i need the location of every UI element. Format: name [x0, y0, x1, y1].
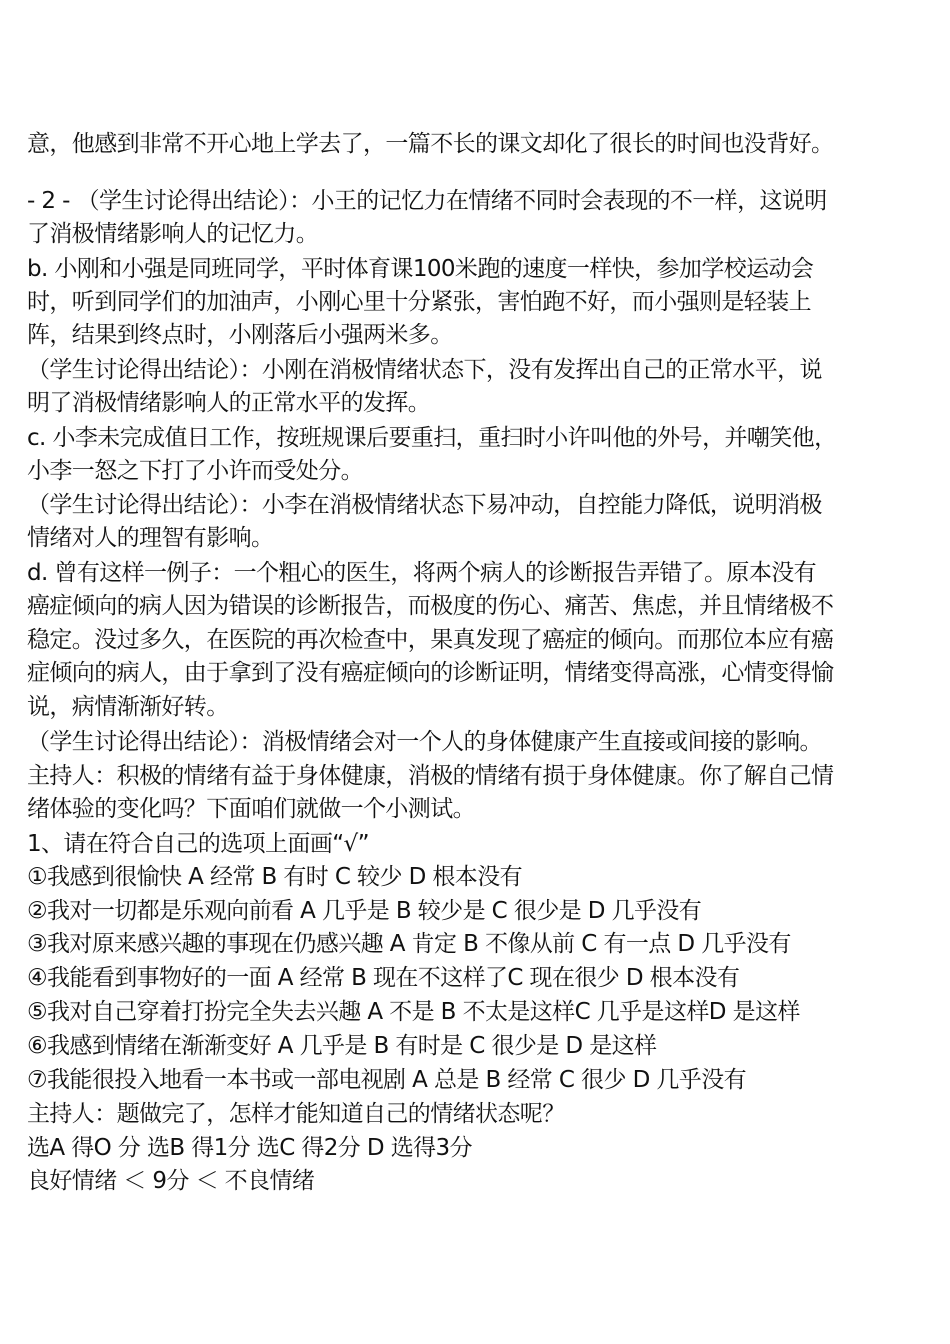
quiz-item-6: ⑥我感到情绪在渐渐变好 A 几乎是 B 有时是 C 很少是 D 是这样 [27, 1033, 657, 1059]
quiz-item-3: ③我对原来感兴趣的事现在仍感兴趣 A 肯定 B 不像从前 C 有一点 D 几乎没有 [27, 931, 791, 957]
conclusion-b-line: 明了消极情绪影响人的正常水平的发挥。 [27, 390, 431, 416]
conclusion-c-line: 情绪对人的理智有影响。 [27, 525, 274, 551]
case-d-line: 癌症倾向的病人因为错误的诊断报告，而极度的伤心、痛苦、焦虑，并且情绪极不 [27, 593, 834, 619]
host-line: 主持人：积极的情绪有益于身体健康，消极的情绪有损于身体健康。你了解自己情 [27, 763, 834, 789]
scoring-rule: 选A 得O 分 选B 得1分 选C 得2分 D 选得3分 [27, 1135, 472, 1161]
case-d-line: d. 曾有这样一例子：一个粗心的医生，将两个病人的诊断报告弄错了。原本没有 [27, 560, 817, 586]
conclusion-c-line: （学生讨论得出结论）：小李在消极情绪状态下易冲动，自控能力降低，说明消极 [27, 492, 822, 518]
conclusion-b-line: （学生讨论得出结论）：小刚在消极情绪状态下，没有发挥出自己的正常水平，说 [27, 357, 822, 383]
conclusion-d-line: （学生讨论得出结论）：消极情绪会对一个人的身体健康产生直接或间接的影响。 [27, 729, 822, 755]
text-line: 了消极情绪影响人的记忆力。 [27, 221, 319, 247]
case-d-line: 症倾向的病人，由于拿到了没有癌症倾向的诊断证明，情绪变得高涨，心情变得愉 [27, 660, 834, 686]
quiz-instruction: 1、请在符合自己的选项上面画“√” [27, 831, 369, 857]
quiz-item-1: ①我感到很愉快 A 经常 B 有时 C 较少 D 根本没有 [27, 864, 522, 890]
case-d-line: 说，病情渐渐好转。 [27, 694, 229, 720]
text-line-continuation: 意，他感到非常不开心地上学去了，一篇不长的课文却化了很长的时间也没背好。 [27, 131, 834, 157]
case-d-line: 稳定。没过多久，在医院的再次检查中，果真发现了癌症的倾向。而那位本应有癌 [27, 627, 834, 653]
case-c-line: 小李一怒之下打了小许而受处分。 [27, 458, 364, 484]
case-b-line: 阵，结果到终点时，小刚落后小强两米多。 [27, 322, 453, 348]
quiz-item-5: ⑤我对自己穿着打扮完全失去兴趣 A 不是 B 不太是这样C 几乎是这样D 是这样 [27, 999, 800, 1025]
quiz-item-7: ⑦我能很投入地看一本书或一部电视剧 A 总是 B 经常 C 很少 D 几乎没有 [27, 1067, 746, 1093]
host-question: 主持人：题做完了，怎样才能知道自己的情绪状态呢？ [27, 1101, 565, 1127]
case-b-line: b. 小刚和小强是同班同学，平时体育课100米跑的速度一样快，参加学校运动会 [27, 256, 814, 282]
scoring-threshold: 良好情绪 ＜ 9分 ＜ 不良情绪 [27, 1168, 315, 1194]
quiz-item-2: ②我对一切都是乐观向前看 A 几乎是 B 较少是 C 很少是 D 几乎没有 [27, 898, 702, 924]
case-c-line: c. 小李未完成值日工作，按班规课后要重扫，重扫时小许叫他的外号，并嘲笑他， [27, 425, 837, 451]
host-line: 绪体验的变化吗？下面咱们就做一个小测试。 [27, 796, 476, 822]
quiz-item-4: ④我能看到事物好的一面 A 经常 B 现在不这样了C 现在很少 D 根本没有 [27, 965, 740, 991]
case-b-line: 时，听到同学们的加油声，小刚心里十分紧张，害怕跑不好，而小强则是轻装上 [27, 289, 812, 315]
text-line-page-marker-conclusion: - 2 - （学生讨论得出结论）：小王的记忆力在情绪不同时会表现的不一样，这说明 [27, 188, 827, 214]
